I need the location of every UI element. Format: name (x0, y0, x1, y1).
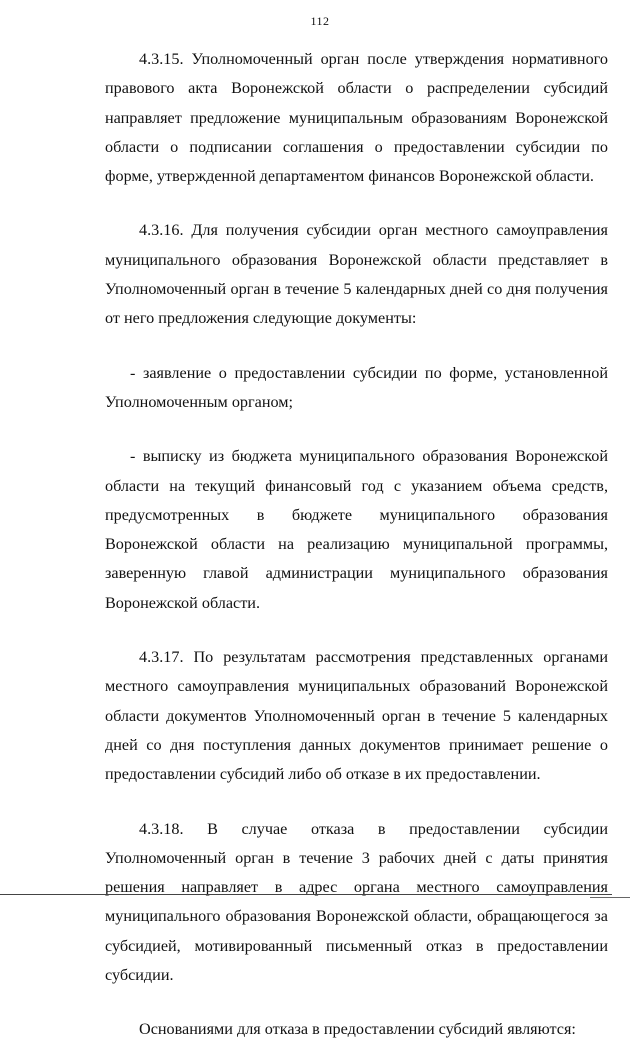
list-item-application: - заявление о предоставлении субсидии по форме, установленной Уполномоченным органом; (105, 363, 608, 411)
bottom-divider-short (590, 897, 630, 898)
paragraph-4-3-18: 4.3.18. В случае отказа в предоставлении субсидии Уполномоченный орган в течение 3 рабочих дней с даты принятия решения направляет в адрес органа местного самоуправления муниципального образования Воронежской области, обращающегося за субсидией, мотивированный письменный отказ в предоставлении субсидии. (105, 819, 608, 985)
page-number: 112 (310, 14, 330, 28)
paragraph-4-3-16: 4.3.16. Для получения субсидии орган местного самоуправления муниципального образования Воронежской области представляет в Уполномоченный орган в течение 5 календарных дней со дня получения от него предложения следующие документы: (105, 221, 608, 328)
paragraph-refusal-grounds: Основаниями для отказа в предоставлении субсидий являются: (139, 1020, 576, 1039)
bottom-divider (0, 894, 612, 895)
list-item-budget-extract: - выписку из бюджета муниципального образования Воронежской области на текущий финансовый год с указанием объема средств, предусмотренных в бюджете муниципального образования Воронежской области на реализацию муниципальной программы, заверенную главой администрации муниципального образования Воронежской области. (105, 447, 608, 612)
paragraph-4-3-15: 4.3.15. Уполномоченный орган после утверждения нормативного правового акта Воронежской области о распределении субсидий направляет предложение муниципальным образованиям Воронежской области о подписании соглашения о предоставлении субсидии по форме, утвержденной департаментом финансов Воронежской области. (105, 50, 608, 186)
paragraph-4-3-17: 4.3.17. По результатам рассмотрения представленных органами местного самоуправления муниципальных образований Воронежской области документов Уполномоченный орган в течение 5 календарных дней со дня поступления данных документов принимает решение о предоставлении субсидий либо об отказе в их предоставлении. (105, 648, 608, 784)
